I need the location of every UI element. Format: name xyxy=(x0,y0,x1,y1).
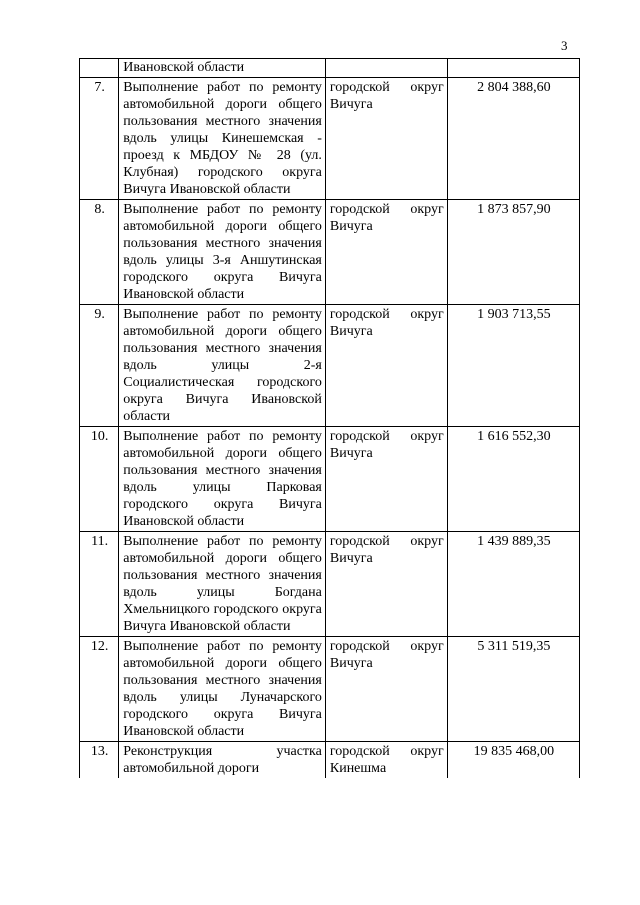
row-amount-cell xyxy=(447,59,579,78)
row-description: Реконструкция участка автомобильной дороги xyxy=(119,742,326,779)
row-location: городской округ Вичуга xyxy=(325,305,447,427)
row-location-cell xyxy=(325,59,447,78)
row-amount: 1 903 713,55 xyxy=(447,305,579,427)
row-number: 9. xyxy=(80,305,119,427)
row-description-cell xyxy=(119,59,326,78)
row-amount: 5 311 519,35 xyxy=(447,637,579,742)
table-row xyxy=(80,742,580,779)
row-location: городской округ Вичуга xyxy=(325,78,447,200)
row-location: городской округ Вичуга xyxy=(325,200,447,305)
row-number-cell xyxy=(80,59,119,78)
table-row-continued xyxy=(80,59,580,78)
table-row xyxy=(80,305,580,427)
row-description: Выполнение работ по ремонту автомобильной дороги общего пользования местного значения вдоль улицы 2-я Социалистическая городского округа Вичуга Ивановской области xyxy=(119,305,326,427)
row-number: 8. xyxy=(80,200,119,305)
row-location: городской округ Вичуга xyxy=(325,427,447,532)
works-table xyxy=(79,58,580,778)
row-description: Выполнение работ по ремонту автомобильной дороги общего пользования местного значения вдоль улицы 3-я Аншутинская городского округа Вичуга Ивановской области xyxy=(119,200,326,305)
row-number: 11. xyxy=(80,532,119,637)
row-location: городской округ Кинешма xyxy=(325,742,447,779)
row-description: Выполнение работ по ремонту автомобильной дороги общего пользования местного значения вдоль улицы Парковая городского округа Вичуга Ивановской области xyxy=(119,427,326,532)
row-amount: 2 804 388,60 xyxy=(447,78,579,200)
row-number: 10. xyxy=(80,427,119,532)
row-description: Ивановской области xyxy=(123,60,245,75)
row-amount: 1 873 857,90 xyxy=(447,200,579,305)
row-number: 13. xyxy=(80,742,119,779)
row-amount: 1 616 552,30 xyxy=(447,427,579,532)
table-row xyxy=(80,427,580,532)
row-description: Выполнение работ по ремонту автомобильной дороги общего пользования местного значения вдоль улицы Луначарского городского округа Вичуга Ивановской области xyxy=(119,637,326,742)
row-amount: 1 439 889,35 xyxy=(447,532,579,637)
row-number: 12. xyxy=(80,637,119,742)
table-row xyxy=(80,532,580,637)
table-row xyxy=(80,637,580,742)
row-amount: 19 835 468,00 xyxy=(447,742,579,779)
table-row xyxy=(80,78,580,200)
table-row xyxy=(80,200,580,305)
row-description: Выполнение работ по ремонту автомобильной дороги общего пользования местного значения вдоль улицы Кинешемская - проезд к МБДОУ № 28 (ул. Клубная) городского округа Вичуга Ивановской области xyxy=(119,78,326,200)
row-location: городской округ Вичуга xyxy=(325,532,447,637)
row-location: городской округ Вичуга xyxy=(325,637,447,742)
row-description: Выполнение работ по ремонту автомобильной дороги общего пользования местного значения вдоль улицы Богдана Хмельницкого городского округа Вичуга Ивановской области xyxy=(119,532,326,637)
row-number: 7. xyxy=(80,78,119,200)
page-number: 3 xyxy=(561,38,568,53)
